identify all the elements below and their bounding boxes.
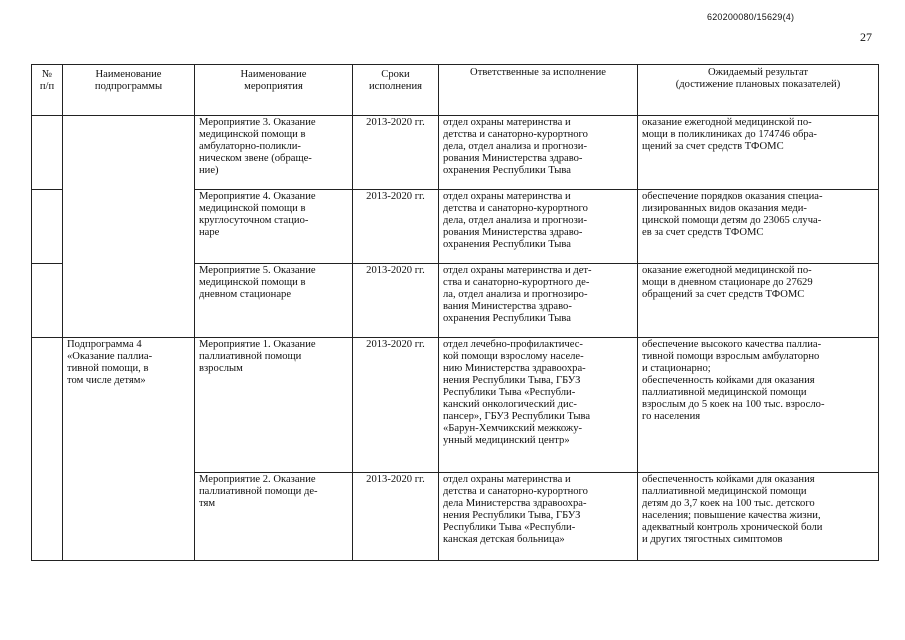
header-term: Сроки исполнения xyxy=(353,65,439,116)
cell-event: Мероприятие 5. Оказание медицинской помощи в дневном стационаре xyxy=(195,264,353,338)
cell-result: обеспечение порядков оказания специа- лизированных видов оказания меди- цинской помощи детям до 23065 случа- ев за счет средств ТФОМС xyxy=(638,190,879,264)
header-event: Наименование мероприятия xyxy=(195,65,353,116)
cell-event: Мероприятие 1. Оказание паллиативной помощи взрослым xyxy=(195,338,353,473)
header-result: Ожидаемый результат (достижение плановых показателей) xyxy=(638,65,879,116)
cell-number xyxy=(32,338,63,561)
cell-responsible: отдел охраны материнства и детства и санаторно-курортного дела Министерства здравоохра- нения Республики Тыва, ГБУЗ Республики Тыва «Республи- канская детская больница» xyxy=(439,473,638,561)
cell-result: обеспеченность койками для оказания паллиативной медицинской помощи детям до 3,7 коек на 100 тыс. детского населения; повышение качества жизни, адекватный контроль хронической боли и других тягостных симптомов xyxy=(638,473,879,561)
cell-term: 2013-2020 гг. xyxy=(353,116,439,190)
cell-number xyxy=(32,116,63,190)
cell-responsible: отдел охраны материнства и детства и санаторно-курортного дела, отдел анализа и прогнози- рования Министерства здраво- охранения Республики Тыва xyxy=(439,116,638,190)
program-events-table xyxy=(31,64,879,561)
document-code: 620200080/15629(4) xyxy=(707,12,795,22)
cell-result: оказание ежегодной медицинской по- мощи в дневном стационаре до 27629 обращений за счет средств ТФОМС xyxy=(638,264,879,338)
header-responsible: Ответственные за исполнение xyxy=(439,65,638,116)
cell-result: обеспечение высокого качества паллиа- тивной помощи взрослым амбулаторно и стационарно; обеспеченность койками для оказания паллиативной медицинской помощи взрослым до 5 коек на 100 тыс. взросло- го населения xyxy=(638,338,879,473)
cell-event: Мероприятие 4. Оказание медицинской помощи в круглосуточном стацио- наре xyxy=(195,190,353,264)
cell-term: 2013-2020 гг. xyxy=(353,338,439,473)
cell-subprogram: Подпрограмма 4 «Оказание паллиа- тивной помощи, в том числе детям» xyxy=(63,338,195,561)
cell-result: оказание ежегодной медицинской по- мощи в поликлиниках до 174746 обра- щений за счет средств ТФОМС xyxy=(638,116,879,190)
cell-responsible: отдел охраны материнства и дет- ства и санаторно-курортного де- ла, отдел анализа и прогнозиро- вания Министерства здраво- охранения Республики Тыва xyxy=(439,264,638,338)
table-header-row xyxy=(32,65,879,116)
cell-number xyxy=(32,190,63,264)
cell-term: 2013-2020 гг. xyxy=(353,264,439,338)
cell-responsible: отдел лечебно-профилактичес- кой помощи взрослому населе- нию Министерства здравоохра- нения Республики Тыва, ГБУЗ Республики Тыва «Республи- канский онкологический дис- пансер», ГБУЗ Республики Тыва «Барун-Хемчикский межкожу- унный медицинский центр» xyxy=(439,338,638,473)
cell-term: 2013-2020 гг. xyxy=(353,473,439,561)
page-number: 27 xyxy=(860,30,872,44)
header-subprogram: Наименование подпрограммы xyxy=(63,65,195,116)
header-number: № п/п xyxy=(32,65,63,116)
cell-subprogram xyxy=(63,116,195,338)
cell-responsible: отдел охраны материнства и детства и санаторно-курортного дела, отдел анализа и прогнози- рования Министерства здраво- охранения Республики Тыва xyxy=(439,190,638,264)
table-row xyxy=(32,338,879,473)
table-row xyxy=(32,116,879,190)
cell-number xyxy=(32,264,63,338)
cell-event: Мероприятие 2. Оказание паллиативной помощи де- тям xyxy=(195,473,353,561)
cell-event: Мероприятие 3. Оказание медицинской помощи в амбулаторно-поликли- ническом звене (обраще- ние) xyxy=(195,116,353,190)
cell-term: 2013-2020 гг. xyxy=(353,190,439,264)
